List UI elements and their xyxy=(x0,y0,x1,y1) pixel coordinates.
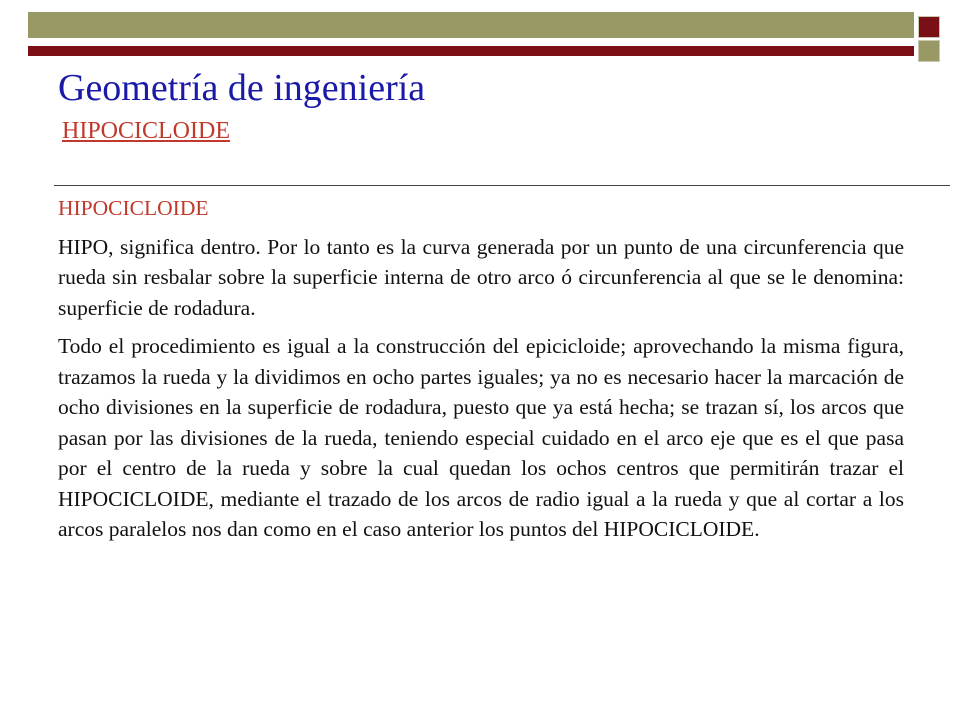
body-paragraph-2: Todo el procedimiento es igual a la construcción del epicicloide; aprovechando la misma figura, trazamos la rueda y la dividimos en ocho partes iguales; ya no es necesario hacer la marcación de ocho divisiones en la superficie de rodadura, puesto que ya está hecha; se trazan sí, los arcos que pasan por las divisiones de la rueda, teniendo especial cuidado en el arco eje que es el que pasa por el centro de la rueda y sobre la cual quedan los ochos centros que permitirán trazar el HIPOCICLOIDE, mediante el trazado de los arcos de radio igual a la rueda y que al cortar a los arcos paralelos nos dan como en el caso anterior los puntos del HIPOCICLOIDE. xyxy=(58,334,904,541)
slide-title: Geometría de ingeniería xyxy=(58,67,426,109)
maroon-corner-square xyxy=(918,16,940,38)
section-heading: HIPOCICLOIDE xyxy=(58,196,209,220)
body-paragraph-1: HIPO, significa dentro. Por lo tanto es la curva generada por un punto de una circunferencia que rueda sin resbalar sobre la superficie interna de otro arco ó circunferencia al que se le denomina: superficie de rodadura. xyxy=(58,234,904,320)
subtitle-link[interactable]: HIPOCICLOIDE xyxy=(62,118,230,144)
olive-stripe xyxy=(28,12,914,38)
maroon-stripe xyxy=(28,46,914,56)
divider-line xyxy=(54,185,950,186)
slide-body xyxy=(58,193,904,553)
top-decorative-bar xyxy=(28,12,914,56)
olive-corner-square xyxy=(918,40,940,62)
